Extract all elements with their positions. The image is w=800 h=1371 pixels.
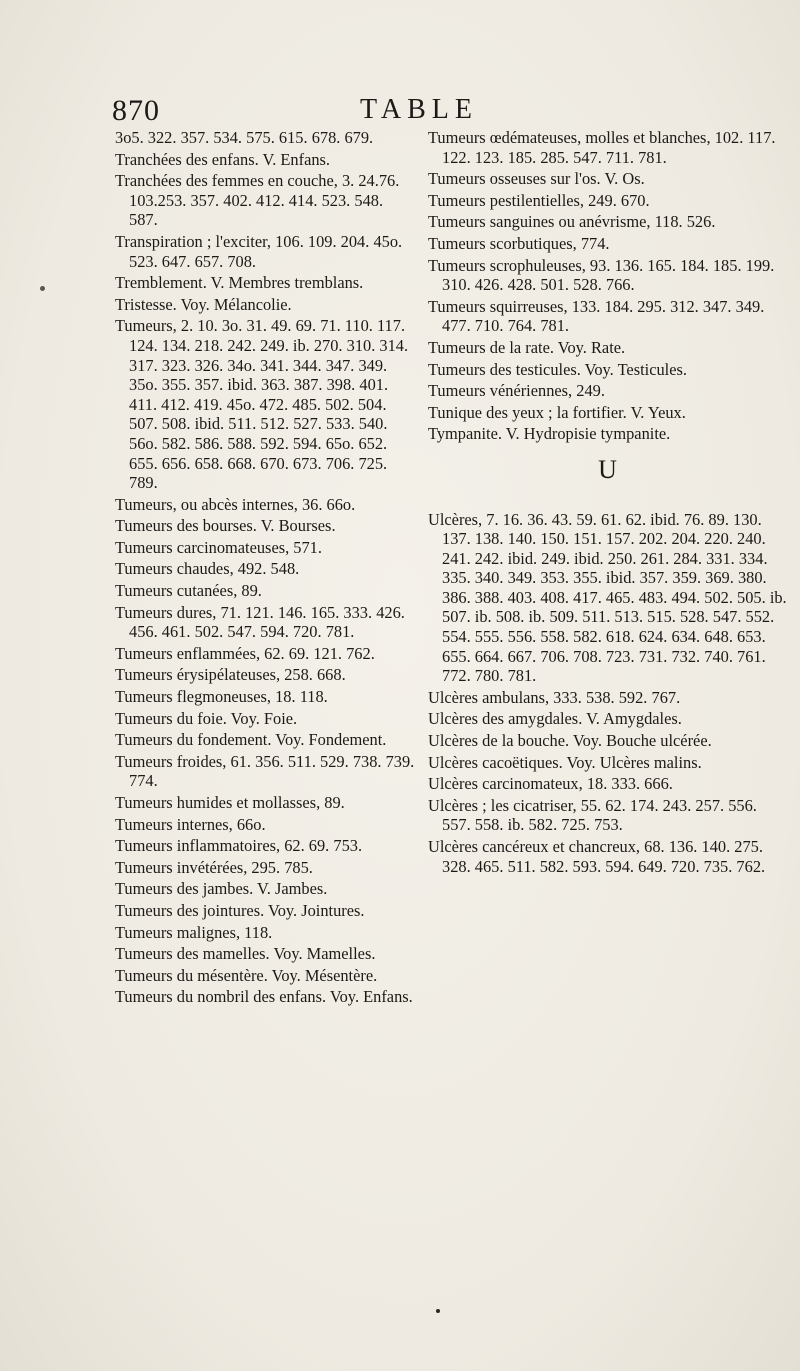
- page-number: 870: [112, 94, 160, 127]
- index-entry: Tumeurs du fondement. Voy. Fondement.: [115, 730, 387, 750]
- printer-mark: [436, 1309, 440, 1313]
- index-entry: Tumeurs du mésentère. Voy. Mésentère.: [115, 965, 378, 985]
- index-entry: Tumeurs scorbutiques, 774.: [428, 233, 610, 253]
- index-entry: Tumeurs froides, 61. 356. 511. 529. 738. 739. 774.: [115, 751, 415, 791]
- index-entry: Tumeurs des jambes. V. Jambes.: [115, 879, 328, 899]
- index-column-left: [115, 128, 415, 1009]
- index-entry: Tumeurs des jointures. Voy. Jointures.: [115, 900, 365, 920]
- index-entry: Ulcères des amygdales. V. Amygdales.: [428, 709, 682, 729]
- index-entry: Tumeurs dures, 71. 121. 146. 165. 333. 426. 456. 461. 502. 547. 594. 720. 781.: [115, 602, 405, 642]
- index-entry: Tumeurs, 2. 10. 3o. 31. 49. 69. 71. 110. 117. 124. 134. 218. 242. 249. ib. 270. 310. 314. 317. 323. 326. 34o. 341. 344. 347. 349. 35o. 355. 357. ibid. 363. 387. 398. 401. 411. 412. 419. 45o. 472. 485. 502. 504. 507. 508. ibid. 511. 512. 527. 533. 540. 56o. 582. 586. 588. 592. 594. 65o. 652. 655. 656. 658. 668. 670. 673. 706. 725. 789.: [115, 316, 409, 493]
- index-entry: Tumeurs osseuses sur l'os. V. Os.: [428, 169, 645, 189]
- index-entry: Tumeurs squirreuses, 133. 184. 295. 312. 347. 349. 477. 710. 764. 781.: [428, 296, 765, 336]
- index-entry: Ulcères ; les cicatriser, 55. 62. 174. 243. 257. 556. 557. 558. ib. 582. 725. 753.: [428, 795, 757, 835]
- index-entry: Ulcères ambulans, 333. 538. 592. 767.: [428, 687, 681, 707]
- index-entry: Tunique des yeux ; la fortifier. V. Yeux.: [428, 402, 686, 422]
- index-entry: Tumeurs érysipélateuses, 258. 668.: [115, 665, 346, 685]
- index-entry: Tympanite. V. Hydropisie tympanite.: [428, 424, 671, 444]
- index-entry: Tumeurs inflammatoires, 62. 69. 753.: [115, 836, 363, 856]
- index-entry: Tumeurs des mamelles. Voy. Mamelles.: [115, 944, 376, 964]
- index-entry: Tumeurs invétérées, 295. 785.: [115, 857, 313, 877]
- index-entry: Tumeurs malignes, 118.: [115, 922, 273, 942]
- index-entry: Tumeurs scrophuleuses, 93. 136. 165. 184. 185. 199. 310. 426. 428. 501. 528. 766.: [428, 255, 775, 295]
- index-entry: Ulcères de la bouche. Voy. Bouche ulcérée.: [428, 731, 712, 751]
- index-entry: Tumeurs des testicules. Voy. Testicules.: [428, 359, 687, 379]
- index-entry: Tumeurs des bourses. V. Bourses.: [115, 516, 336, 536]
- index-entry: Tumeurs de la rate. Voy. Rate.: [428, 337, 626, 357]
- index-entry: Tumeurs du foie. Voy. Foie.: [115, 708, 298, 728]
- index-entry: Tristesse. Voy. Mélancolie.: [115, 294, 292, 314]
- index-entry: 3o5. 322. 357. 534. 575. 615. 678. 679.: [115, 128, 374, 147]
- index-entry: Ulcères, 7. 16. 36. 43. 59. 61. 62. ibid. 76. 89. 130. 137. 138. 140. 150. 151. 157. 202. 204. 220. 240. 241. 242. ibid. 249. ibid. 250. 261. 284. 331. 334. 335. 340. 349. 353. 355. ibid. 357. 359. 369. 380. 386. 388. 403. 408. 417. 465. 483. 494. 502. 505. ib. 507. ib. 508. ib. 509. 511. 513. 515. 528. 547. 552. 554. 555. 556. 558. 582. 618. 624. 634. 648. 653. 655. 664. 667. 706. 708. 723. 731. 732. 740. 761. 772. 780. 781.: [428, 509, 787, 686]
- index-entry: Tumeurs enflammées, 62. 69. 121. 762.: [115, 643, 375, 663]
- paper-speck: [40, 286, 45, 291]
- page-header: [0, 84, 800, 128]
- index-entry: Tumeurs flegmoneuses, 18. 118.: [115, 687, 328, 707]
- index-entry: Tumeurs du nombril des enfans. Voy. Enfans.: [115, 987, 413, 1007]
- index-entry: Tumeurs sanguines ou anévrisme, 118. 526.: [428, 212, 716, 232]
- index-entry: Ulcères carcinomateux, 18. 333. 666.: [428, 774, 673, 794]
- index-entry: Tumeurs humides et mollasses, 89.: [115, 793, 345, 812]
- index-entry: Ulcères cacoëtiques. Voy. Ulcères malins.: [428, 752, 702, 772]
- running-title: TABLE: [360, 94, 478, 125]
- index-entry: Tumeurs vénériennes, 249.: [428, 381, 605, 401]
- index-entry: Tumeurs œdémateuses, molles et blanches, 102. 117. 122. 123. 185. 285. 547. 711. 781.: [428, 128, 776, 167]
- index-entry: Ulcères cancéreux et chancreux, 68. 136. 140. 275. 328. 465. 511. 582. 593. 594. 649. 720. 735. 762.: [428, 837, 766, 876]
- index-entry: Tumeurs pestilentielles, 249. 670.: [428, 190, 650, 210]
- index-entry: Tranchées des enfans. V. Enfans.: [115, 149, 331, 169]
- index-entry: Tumeurs, ou abcès internes, 36. 66o.: [115, 494, 356, 514]
- index-entry: Tremblement. V. Membres tremblans.: [115, 273, 364, 293]
- index-entry: Tumeurs carcinomateuses, 571.: [115, 537, 322, 557]
- index-entry: Tumeurs cutanées, 89.: [115, 581, 262, 601]
- index-entry: Tumeurs internes, 66o.: [115, 814, 266, 834]
- section-letter-u: U: [598, 454, 618, 484]
- index-column-right: [428, 128, 788, 878]
- index-entry: Tumeurs chaudes, 492. 548.: [115, 559, 300, 579]
- index-entry: Tranchées des femmes en couche, 3. 24.76. 103.253. 357. 402. 412. 414. 523. 548. 587.: [115, 171, 400, 230]
- index-entry: Transpiration ; l'exciter, 106. 109. 204. 45o. 523. 647. 657. 708.: [115, 231, 403, 271]
- right-entries-t: [428, 128, 788, 444]
- right-entries-u: [428, 510, 788, 877]
